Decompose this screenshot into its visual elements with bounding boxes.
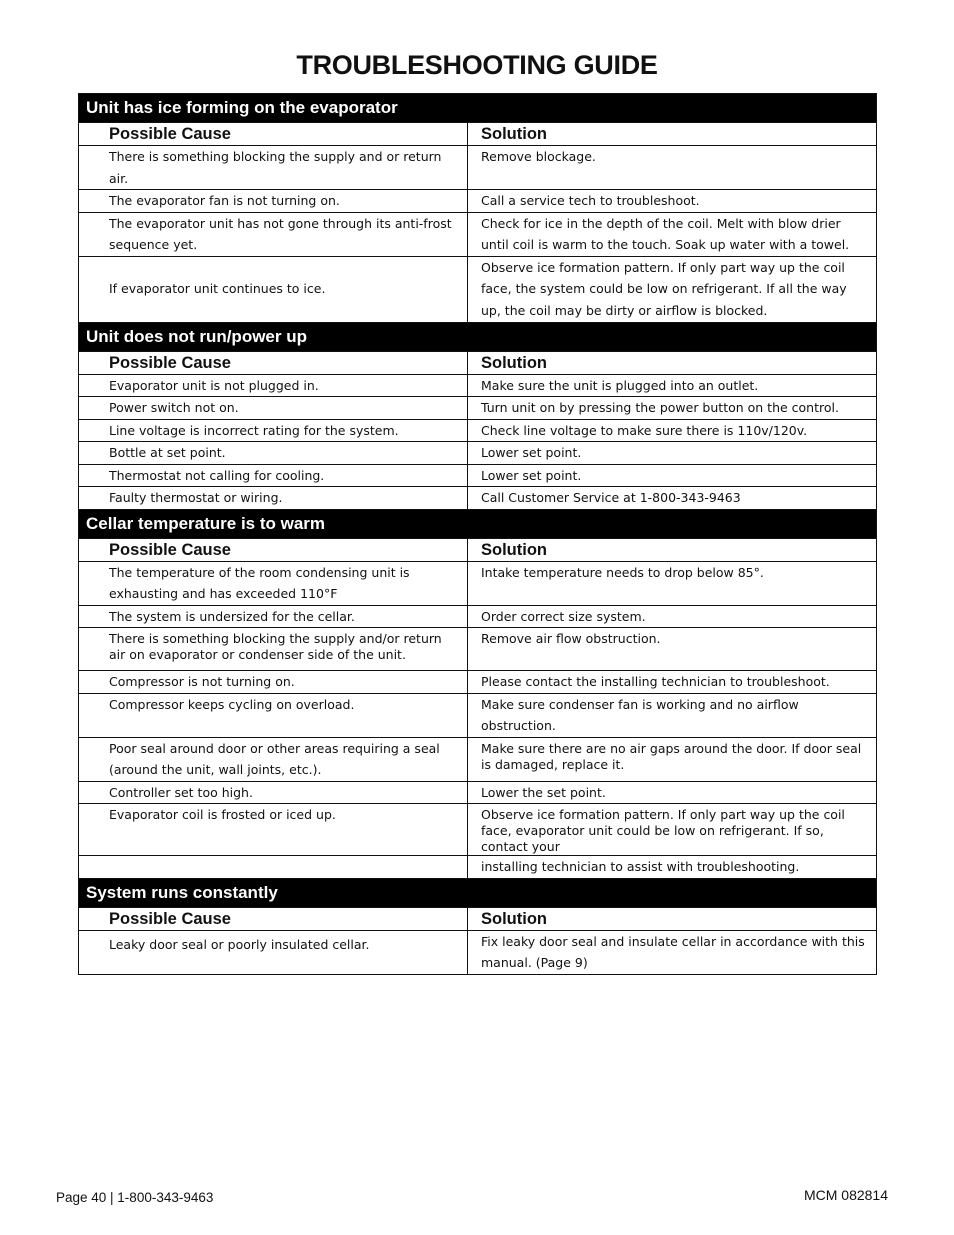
column-header-row bbox=[79, 538, 877, 561]
table-row bbox=[79, 487, 877, 510]
cause-cell: Faulty thermostat or wiring. bbox=[79, 487, 468, 510]
solution-cell: Make sure the unit is plugged into an outlet. bbox=[468, 374, 877, 397]
solution-cell: Intake temperature needs to drop below 85°. bbox=[468, 561, 877, 605]
table-row bbox=[79, 804, 877, 856]
solution-cell: Turn unit on by pressing the power button on the control. bbox=[468, 397, 877, 420]
section-heading: System runs constantly bbox=[79, 878, 877, 907]
solution-cell: Call a service tech to troubleshoot. bbox=[468, 190, 877, 213]
table-row bbox=[79, 374, 877, 397]
solution-cell: Please contact the installing technician to troubleshoot. bbox=[468, 671, 877, 694]
table-row bbox=[79, 856, 877, 879]
cause-header: Possible Cause bbox=[79, 907, 468, 930]
cause-cell: There is something blocking the supply and/or return air on evaporator or condenser side of the unit. bbox=[79, 628, 468, 671]
solution-cell: Lower the set point. bbox=[468, 781, 877, 804]
solution-cell: Observe ice formation pattern. If only part way up the coil face, evaporator unit could be low on refrigerant. If so, contact your bbox=[468, 804, 877, 856]
section-heading: Cellar temperature is to warm bbox=[79, 509, 877, 538]
solution-cell: Fix leaky door seal and insulate cellar in accordance with this manual. (Page 9) bbox=[468, 930, 877, 974]
cause-cell bbox=[79, 856, 468, 879]
column-header-row bbox=[79, 907, 877, 930]
page-title: TROUBLESHOOTING GUIDE bbox=[296, 50, 658, 80]
solution-cell: Check line voltage to make sure there is 110v/120v. bbox=[468, 419, 877, 442]
section-heading-row bbox=[79, 509, 877, 538]
cause-cell: Power switch not on. bbox=[79, 397, 468, 420]
solution-header: Solution bbox=[468, 907, 877, 930]
solution-header: Solution bbox=[468, 123, 877, 146]
cause-cell: Evaporator unit is not plugged in. bbox=[79, 374, 468, 397]
section-heading-row bbox=[79, 322, 877, 351]
cause-cell: Compressor keeps cycling on overload. bbox=[79, 693, 468, 737]
table-row bbox=[79, 930, 877, 974]
section-heading: Unit does not run/power up bbox=[79, 322, 877, 351]
solution-cell: Lower set point. bbox=[468, 464, 877, 487]
cause-cell: Compressor is not turning on. bbox=[79, 671, 468, 694]
cause-header: Possible Cause bbox=[79, 538, 468, 561]
cause-cell: There is something blocking the supply and or return air. bbox=[79, 146, 468, 190]
table-row bbox=[79, 671, 877, 694]
cause-cell: Leaky door seal or poorly insulated cellar. bbox=[79, 930, 468, 974]
solution-cell: Remove air flow obstruction. bbox=[468, 628, 877, 671]
table-row bbox=[79, 605, 877, 628]
solution-cell: Remove blockage. bbox=[468, 146, 877, 190]
cause-cell: Poor seal around door or other areas requiring a seal (around the unit, wall joints, etc.). bbox=[79, 737, 468, 781]
footer-doc-code: MCM 082814 bbox=[803, 1187, 888, 1203]
cause-header: Possible Cause bbox=[79, 351, 468, 374]
section-heading: Unit has ice forming on the evaporator bbox=[79, 94, 877, 123]
solution-cell: Make sure there are no air gaps around the door. If door seal is damaged, replace it. bbox=[468, 737, 877, 781]
solution-cell: Observe ice formation pattern. If only part way up the coil face, the system could be low on refrigerant. If all the way up, the coil may be dirty or airflow is blocked. bbox=[468, 256, 877, 322]
table-row bbox=[79, 442, 877, 465]
solution-cell: Make sure condenser fan is working and no airflow obstruction. bbox=[468, 693, 877, 737]
cause-cell: Line voltage is incorrect rating for the system. bbox=[79, 419, 468, 442]
cause-cell: If evaporator unit continues to ice. bbox=[79, 256, 468, 322]
solution-cell: Lower set point. bbox=[468, 442, 877, 465]
table-row bbox=[79, 146, 877, 190]
solution-cell: Check for ice in the depth of the coil. Melt with blow drier until coil is warm to the touch. Soak up water with a towel. bbox=[468, 212, 877, 256]
table-row bbox=[79, 419, 877, 442]
table-row bbox=[79, 737, 877, 781]
cause-cell: The evaporator unit has not gone through its anti-frost sequence yet. bbox=[79, 212, 468, 256]
footer-page-info: Page 40 | 1-800-343-9463 bbox=[56, 1190, 214, 1205]
cause-cell: The temperature of the room condensing unit is exhausting and has exceeded 110°F bbox=[79, 561, 468, 605]
cause-cell: Controller set too high. bbox=[79, 781, 468, 804]
cause-cell: The system is undersized for the cellar. bbox=[79, 605, 468, 628]
solution-cell: installing technician to assist with troubleshooting. bbox=[468, 856, 877, 879]
table-row bbox=[79, 561, 877, 605]
troubleshooting-table bbox=[78, 93, 877, 975]
solution-cell: Order correct size system. bbox=[468, 605, 877, 628]
section-heading-row bbox=[79, 878, 877, 907]
solution-cell: Call Customer Service at 1-800-343-9463 bbox=[468, 487, 877, 510]
table-row bbox=[79, 781, 877, 804]
solution-header: Solution bbox=[468, 351, 877, 374]
column-header-row bbox=[79, 123, 877, 146]
table-row bbox=[79, 628, 877, 671]
cause-header: Possible Cause bbox=[79, 123, 468, 146]
table-row bbox=[79, 190, 877, 213]
cause-cell: The evaporator fan is not turning on. bbox=[79, 190, 468, 213]
table-row bbox=[79, 212, 877, 256]
cause-cell: Evaporator coil is frosted or iced up. bbox=[79, 804, 468, 856]
table-row bbox=[79, 256, 877, 322]
cause-cell: Thermostat not calling for cooling. bbox=[79, 464, 468, 487]
table-row bbox=[79, 464, 877, 487]
column-header-row bbox=[79, 351, 877, 374]
cause-cell: Bottle at set point. bbox=[79, 442, 468, 465]
section-heading-row bbox=[79, 94, 877, 123]
table-row bbox=[79, 693, 877, 737]
table-row bbox=[79, 397, 877, 420]
solution-header: Solution bbox=[468, 538, 877, 561]
